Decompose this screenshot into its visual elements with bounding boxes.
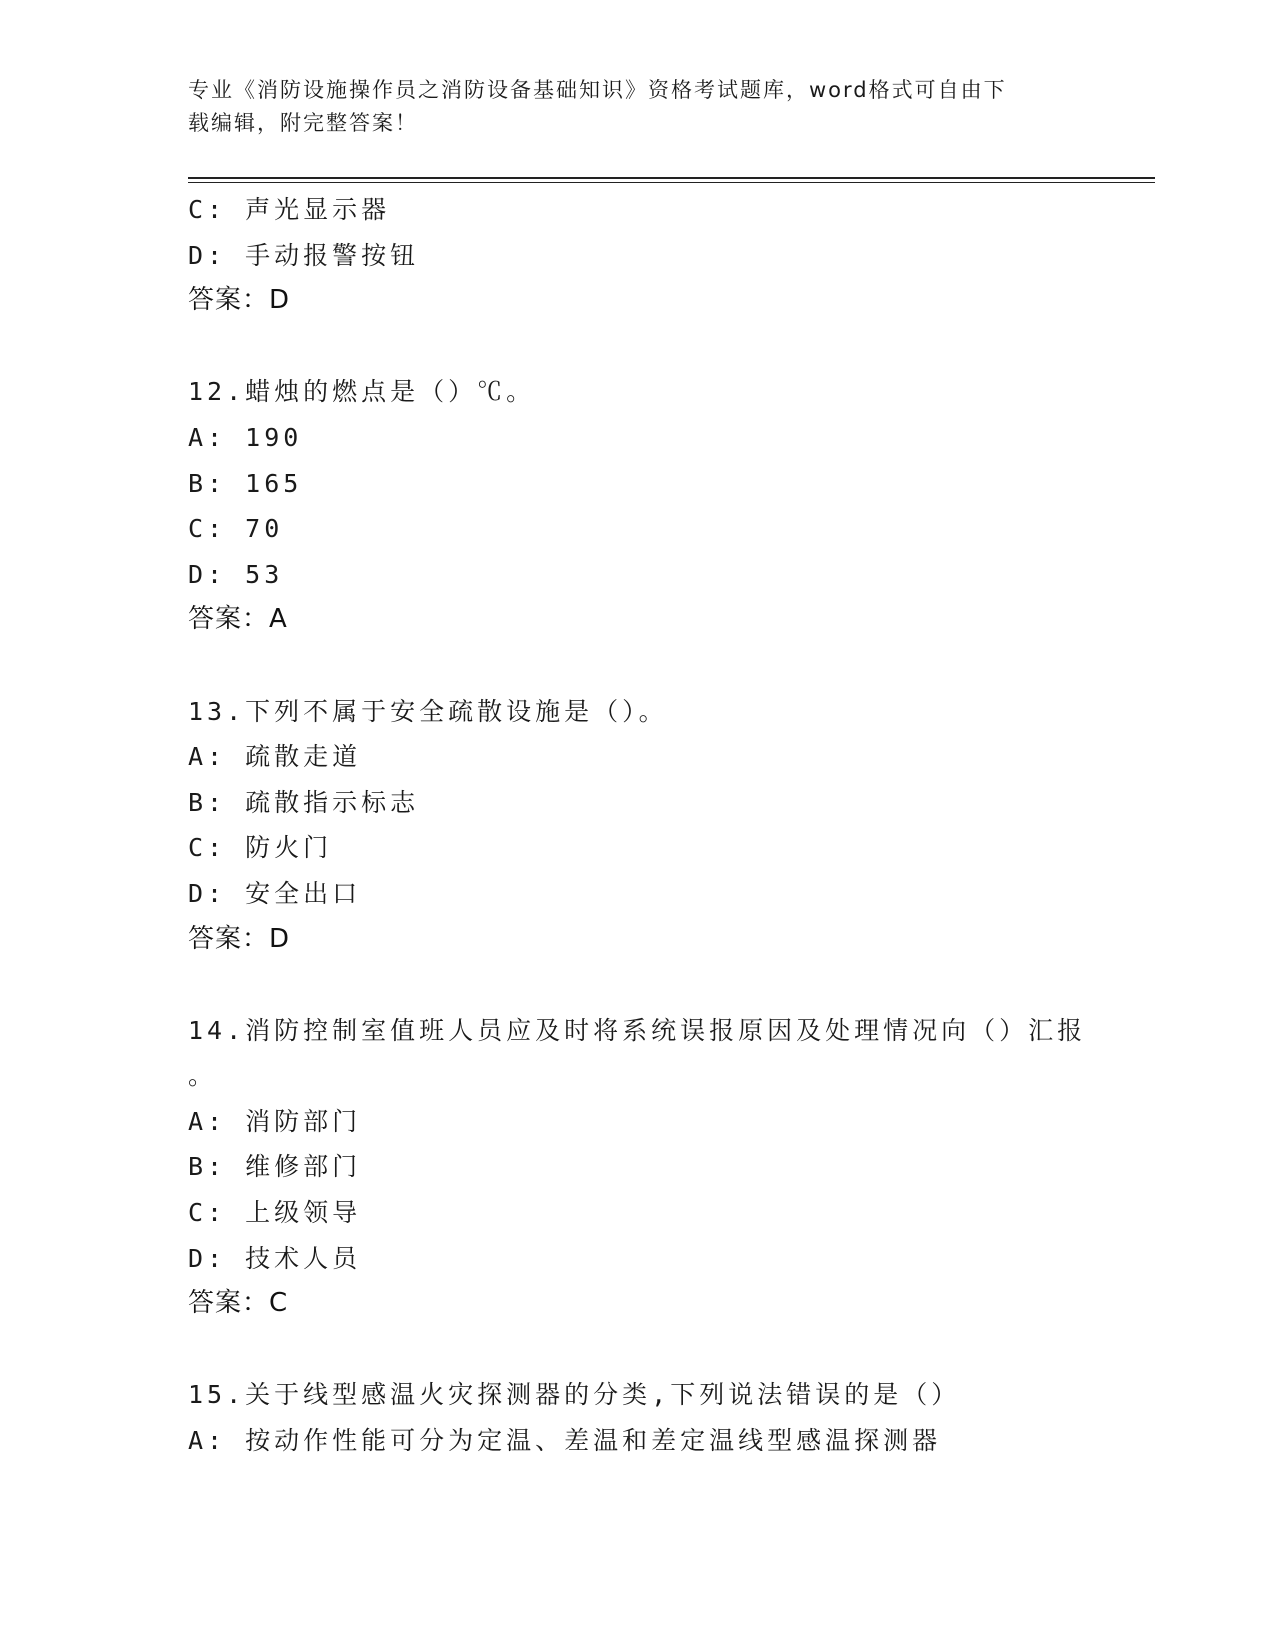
answer-label: 答案：D [188,923,291,954]
option-d: D: 技术人员 [188,1243,362,1273]
question-stem-continuation: 。 [188,1061,218,1091]
header-divider-thin [188,182,1155,183]
question-11-tail [188,187,1088,324]
option-a: A: 按动作性能可分为定温、差温和差定温线型感温探测器 [188,1426,942,1456]
option-c: C: 70 [188,514,284,544]
option-a: A: 消防部门 [188,1106,362,1136]
spacer [188,962,1088,1008]
question-list [188,187,1088,1464]
header-line-1: 专业《消防设施操作员之消防设备基础知识》资格考试题库，word格式可自由下 [188,78,1007,102]
option-b: B: 维修部门 [188,1152,362,1182]
option-c: C: 防火门 [188,833,333,863]
option-b: B: 165 [188,468,303,498]
question-13 [188,689,1088,963]
option-c: C: 声光显示器 [188,195,391,224]
answer-label: 答案：C [188,1288,289,1319]
answer-label: 答案：A [188,604,288,635]
option-d: D: 安全出口 [188,878,362,908]
option-a: A: 疏散走道 [188,742,362,772]
document-header [188,74,1068,140]
question-stem: 15.关于线型感温火灾探测器的分类,下列说法错误的是（） [188,1380,961,1410]
question-stem: 12.蜡烛的燃点是（）℃。 [188,377,536,407]
question-15 [188,1372,1088,1463]
question-stem: 13.下列不属于安全疏散设施是（）。 [188,696,668,726]
option-d: D: 53 [188,559,284,589]
spacer [188,643,1088,689]
question-12 [188,369,1088,643]
option-c: C: 上级领导 [188,1198,362,1228]
header-divider-thick [188,177,1155,179]
answer-label: 答案：D [188,285,291,316]
question-stem: 14.消防控制室值班人员应及时将系统误报原因及处理情况向（）汇报 [188,1015,1087,1045]
spacer [188,324,1088,370]
option-b: B: 疏散指示标志 [188,787,420,817]
spacer [188,1327,1088,1373]
header-line-2: 载编辑，附完整答案！ [188,111,418,135]
option-d: D: 手动报警按钮 [188,240,420,270]
option-a: A: 190 [188,422,303,452]
question-14 [188,1008,1088,1327]
